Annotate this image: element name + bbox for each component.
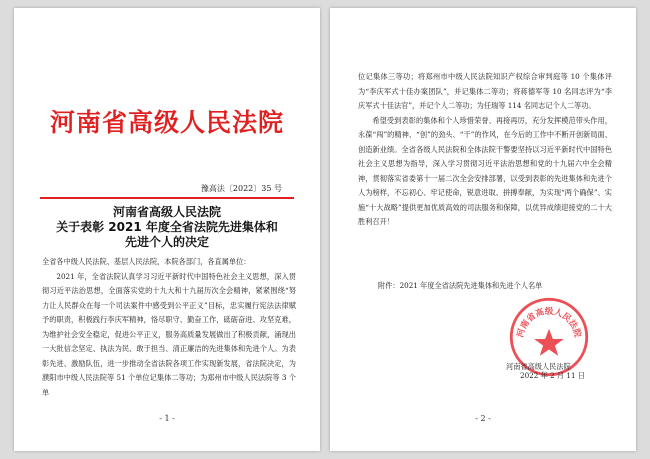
body-paragraph: 希望受到表彰的集体和个人珍惜荣誉、再接再厉，充分发挥模范带头作用，永葆“闯”的精神、“创”的劲头、“干”的作风，在今后的工作中不断开创新局面、创造新业绩。全省各级人民法院和全体法院干警要坚持以习近平新时代中国特色社会主义思想为指导，深入学习贯彻习近平法治思想和党的十九届六中全会精神，贯彻落实省委第十一届二次全会安排部署，以受到表彰的先进集体和先进个人为榜样，不忘初心、牢记使命，锐意进取、拼搏奉献，为实现“两个确保”、实施“十大战略”提供更加优质高效的司法服务和保障，以优异成绩迎接党的二十大胜利召开！: [358, 115, 612, 226]
continuation-paragraph: 位记集体三等功；将郑州市中级人民法院知识产权综合审判庭等 10 个集体评为“李庆军式十佳办案团队”，并记集体二等功；将蒋德军等 10 名同志评为“李庆军式十佳法官”，并记个人二等功；为任瑞等 114 名同志记个人二等功。: [358, 72, 612, 110]
page1-body: [42, 255, 296, 400]
decision-title: [14, 205, 320, 250]
signature-organization: 河南省高级人民法院: [506, 362, 571, 371]
red-divider-line: [40, 197, 294, 199]
salutation: 全省各中级人民法院、基层人民法院，本院各部门，各直属单位：: [42, 257, 251, 266]
document-page-2: [330, 8, 636, 451]
signature-date: 2022 年 2 月 11 日: [520, 371, 585, 380]
title-line-2: 关于表彰 2021 年度全省法院先进集体和: [56, 220, 278, 234]
document-number: 豫高法〔2022〕35 号: [200, 184, 282, 193]
title-line-3: 先进个人的决定: [124, 235, 209, 249]
page-number: - 2 -: [475, 414, 491, 423]
red-header-title: 河南省高级人民法院: [49, 108, 284, 137]
page2-body: [358, 70, 612, 230]
title-line-1: 河南省高级人民法院: [112, 205, 221, 219]
body-paragraph: 2021 年，全省法院认真学习习近平新时代中国特色社会主义思想，深入贯彻习近平法治思想，全面落实党的十九大和十九届历次全会精神，紧紧围绕“努力让人民群众在每一个司法案件中感受到公平正义”目标，忠实履行宪法法律赋予的职责，积极践行李庆军精神，恪尽职守、勤奋工作，砥砺奋进、攻坚克难，为维护社会安全稳定，促进公平正义，服务高质量发展做出了积极贡献，涌现出一大批信念坚定、执法为民、敢于担当、清正廉洁的先进集体和先进个人。为表彰先进、激励队伍，进一步推动全省法院各项工作实现新发展，省法院决定，为濮阳市中级人民法院等 51 个单位记集体二等功；为郑州市中级人民法院等 3 个单: [42, 271, 296, 397]
svg-text:河南省高级人民法院: 河南省高级人民法院: [515, 307, 583, 339]
attachment-note: 附件：2021 年度全省法院先进集体和先进个人名单: [378, 281, 543, 290]
document-page-1: [14, 8, 320, 451]
page-number: - 1 -: [159, 414, 175, 423]
